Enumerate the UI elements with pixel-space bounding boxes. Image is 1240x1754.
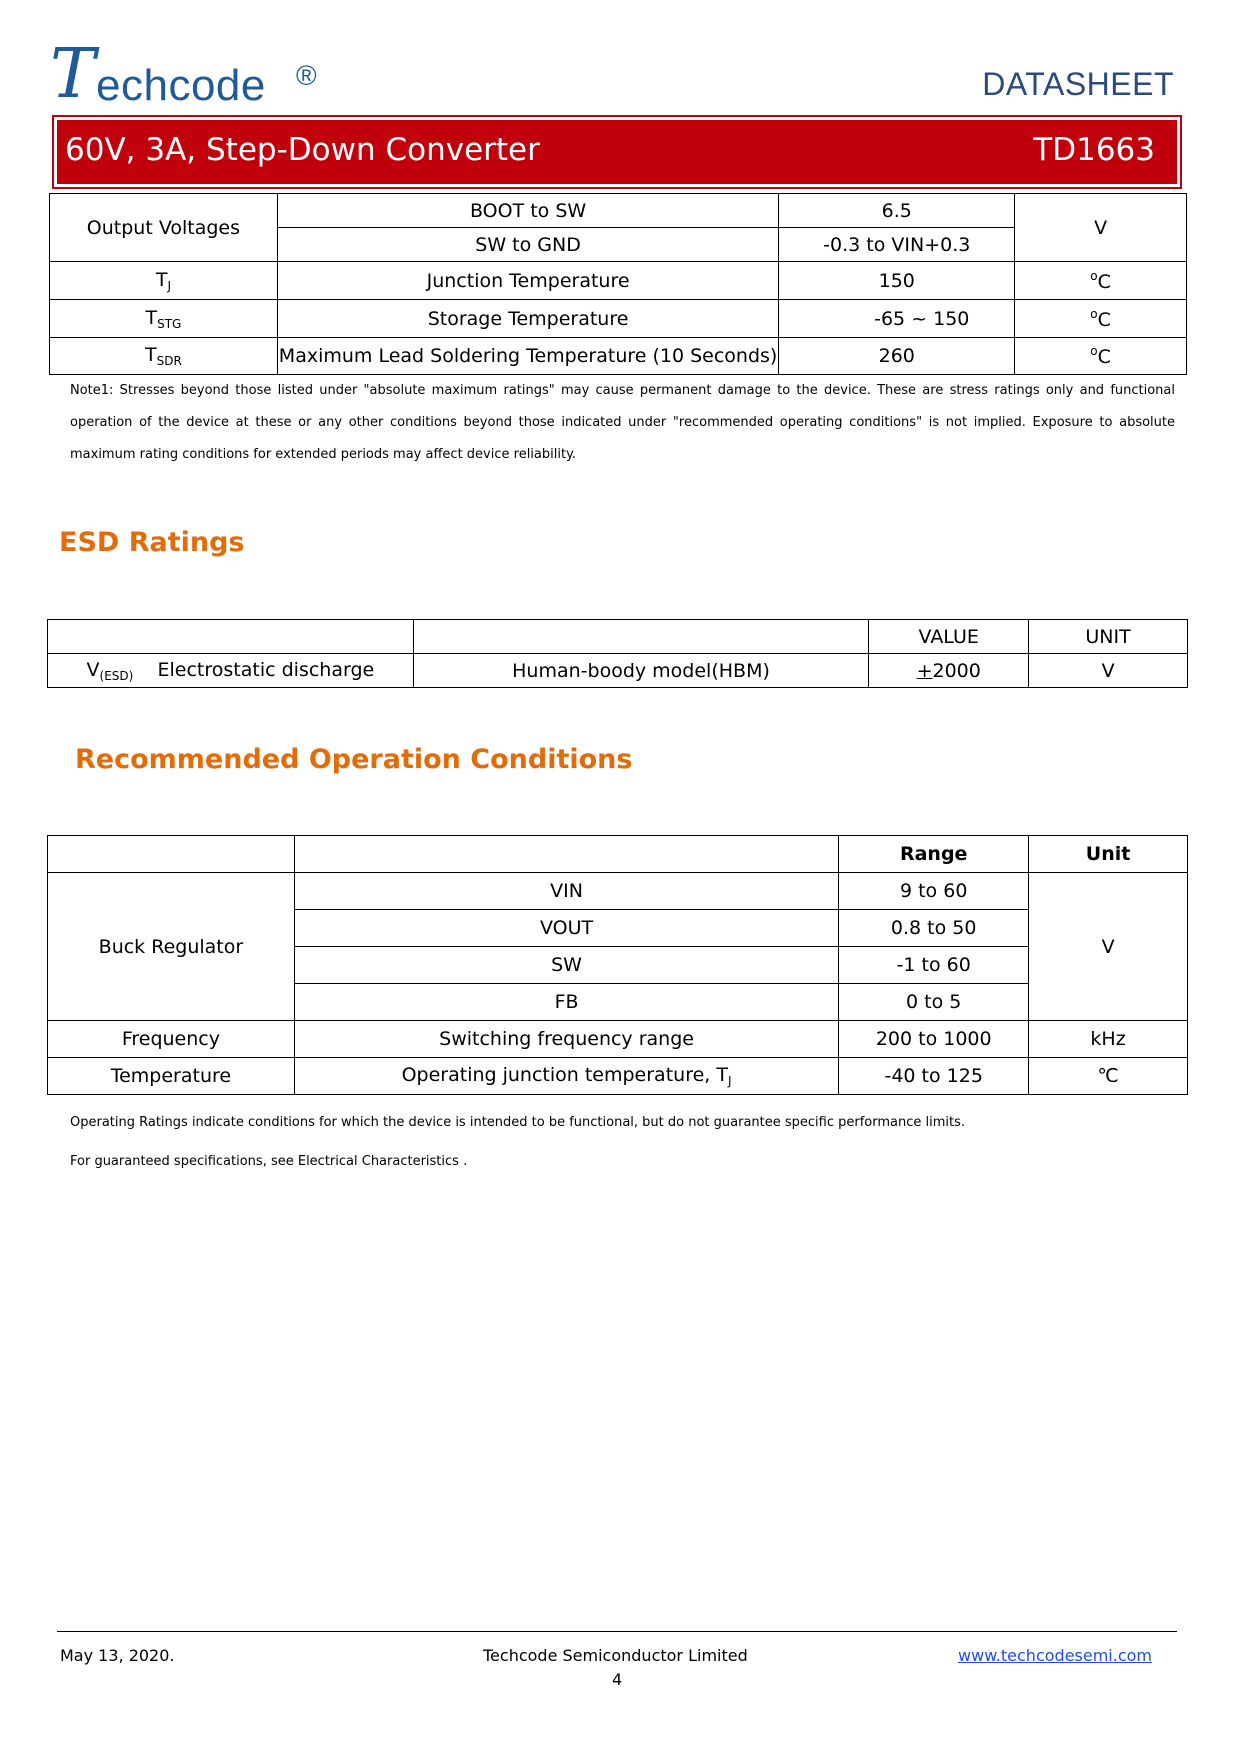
frequency-param: Switching frequency range xyxy=(294,1021,838,1058)
table-row xyxy=(48,836,1188,873)
frequency-label: Frequency xyxy=(48,1021,295,1058)
page-title: 60V, 3A, Step-Down Converter xyxy=(65,132,540,168)
table-row xyxy=(48,654,1188,688)
param-sw-gnd: SW to GND xyxy=(277,228,779,262)
buck-regulator-label: Buck Regulator xyxy=(48,873,295,1021)
logo-initial: T xyxy=(50,35,96,114)
col-unit-header: UNIT xyxy=(1029,620,1188,654)
temperature-param: Operating junction temperature, $T_J$ xyxy=(294,1058,838,1095)
title-banner xyxy=(52,115,1182,189)
esd-value: +2000 xyxy=(869,654,1029,688)
col-unit-header: Unit xyxy=(1029,836,1188,873)
unit-tj: $^o$C xyxy=(1015,262,1187,300)
param-tj: Junction Temperature xyxy=(277,262,779,300)
output-voltages-label: Output Voltages xyxy=(50,194,278,262)
abs-max-table xyxy=(49,193,1187,375)
abs-max-note: Note1: Stresses beyond those listed under "absolute maximum ratings" may cause permanent damage to the device. These are stress ratings only and functional operation of the device at these or any other conditions beyond those indicated under "recommended operating conditions" is not implied. Exposure to absolute maximum rating conditions for extended periods may affect device reliability. xyxy=(70,383,1175,462)
range-fb: 0 to 5 xyxy=(839,984,1029,1021)
param-vin: VIN xyxy=(294,873,838,910)
param-sw: SW xyxy=(294,947,838,984)
value-tj: 150 xyxy=(779,262,1015,300)
buck-unit: V xyxy=(1029,873,1188,1021)
param-tstg: Storage Temperature xyxy=(277,300,779,338)
param-boot-sw: BOOT to SW xyxy=(277,194,779,228)
col-range-header: Range xyxy=(839,836,1029,873)
esd-symbol-name: $V_{(ESD)}$ Electrostatic discharge xyxy=(48,654,414,688)
table-row xyxy=(48,620,1188,654)
param-tsdr: Maximum Lead Soldering Temperature (10 Seconds) xyxy=(277,338,779,375)
logo-text: echcode xyxy=(96,61,266,110)
symbol-tj: $T_J$ xyxy=(50,262,278,300)
symbol-tsdr: $T_{SDR}$ xyxy=(50,338,278,375)
temperature-range: -40 to 125 xyxy=(839,1058,1029,1095)
frequency-range: 200 to 1000 xyxy=(839,1021,1029,1058)
esd-model: Human-boody model(HBM) xyxy=(413,654,869,688)
table-row xyxy=(48,1021,1188,1058)
value-boot-sw: 6.5 xyxy=(779,194,1015,228)
table-row xyxy=(50,300,1187,338)
frequency-unit: kHz xyxy=(1029,1021,1188,1058)
esd-section-title: ESD Ratings xyxy=(59,527,245,558)
table-row xyxy=(48,1058,1188,1095)
esd-table xyxy=(47,619,1188,688)
website-link[interactable]: www.techcodesemi.com xyxy=(958,1646,1152,1665)
value-sw-gnd: -0.3 to VIN+0.3 xyxy=(779,228,1015,262)
roc-note-2: For guaranteed specifications, see Electrical Characteristics . xyxy=(70,1154,468,1169)
unit-tsdr: $^o$C xyxy=(1015,338,1187,375)
table-row xyxy=(50,262,1187,300)
value-tstg: -65 ~ 150 xyxy=(779,300,1015,338)
part-number: TD1663 xyxy=(1033,132,1155,168)
table-row xyxy=(50,194,1187,228)
table-row xyxy=(48,873,1188,910)
symbol-tstg: $T_{STG}$ xyxy=(50,300,278,338)
range-vin: 9 to 60 xyxy=(839,873,1029,910)
roc-table xyxy=(47,835,1188,1095)
esd-unit: V xyxy=(1029,654,1188,688)
param-fb: FB xyxy=(294,984,838,1021)
footer-company: Techcode Semiconductor Limited xyxy=(483,1646,748,1665)
roc-section-title: Recommended Operation Conditions xyxy=(75,744,633,775)
col-value-header: VALUE xyxy=(869,620,1029,654)
footer-date: May 13, 2020. xyxy=(60,1646,175,1665)
table-row xyxy=(50,338,1187,375)
range-vout: 0.8 to 50 xyxy=(839,910,1029,947)
registered-mark: ® xyxy=(296,60,317,91)
range-sw: -1 to 60 xyxy=(839,947,1029,984)
company-logo xyxy=(50,35,340,114)
temperature-label: Temperature xyxy=(48,1058,295,1095)
roc-note-1: Operating Ratings indicate conditions for which the device is intended to be functional, but do not guarantee specific performance limits. xyxy=(70,1115,966,1130)
page-number: 4 xyxy=(612,1670,623,1689)
param-vout: VOUT xyxy=(294,910,838,947)
unit-volts: V xyxy=(1015,194,1187,262)
value-tsdr: 260 xyxy=(779,338,1015,375)
unit-tstg: $^o$C xyxy=(1015,300,1187,338)
temperature-unit: ℃ xyxy=(1029,1058,1188,1095)
footer-divider xyxy=(57,1631,1177,1632)
doc-type-label: DATASHEET xyxy=(982,66,1174,102)
